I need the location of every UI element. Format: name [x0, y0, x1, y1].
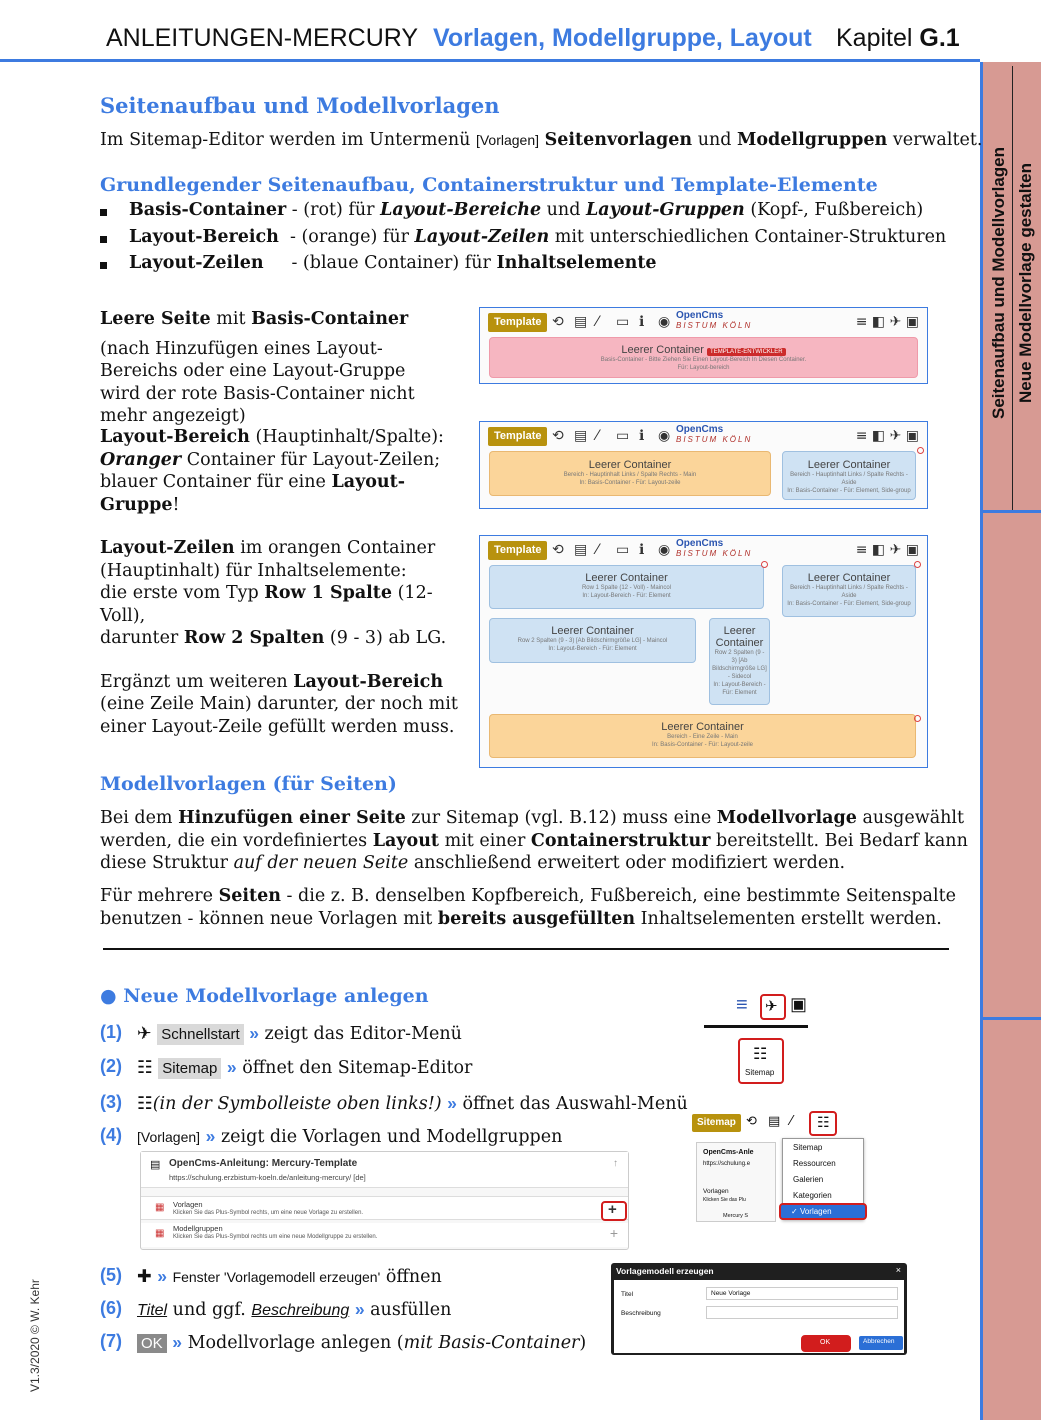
folder-icon: ▤ [150, 1159, 161, 1171]
up-arrow-icon[interactable]: ↑ [613, 1158, 618, 1169]
step-7: OK » Modellvorlage anlegen (mit Basis-Container) [137, 1331, 586, 1355]
folder-icon: ▭ [616, 542, 630, 558]
marker-icon [914, 561, 921, 568]
bistum-logo: OpenCms BISTUM KÖLN [676, 424, 753, 444]
block-layout-area: Layout-Bereich (Hauptinhalt/Spalte): Oranger Container für Layout-Zeilen; blauer Container für eine Layout-Gruppe! [100, 427, 444, 515]
template-button[interactable]: Template [488, 541, 547, 560]
chapter-sidebar [980, 62, 1041, 1420]
step-number: (1) [100, 1022, 122, 1042]
step-number: (6) [100, 1298, 122, 1318]
wand-icon: ⁄ [596, 314, 599, 330]
screenshot-layout-rows [479, 535, 928, 768]
title-field[interactable]: Neue Vorlage [706, 1287, 898, 1300]
sitemap-button[interactable]: Sitemap [158, 1058, 221, 1079]
add-vorlage-icon[interactable]: + [608, 1201, 617, 1218]
bistum-logo: OpenCms BISTUM KÖLN [676, 310, 753, 330]
step-number: (4) [100, 1125, 122, 1145]
dialog-ok-button[interactable]: OK [820, 1339, 831, 1346]
basis-container: Leerer Container TEMPLATE-ENTWICKLER Basis-Container - Bitte Ziehen Sie Einen Layout-Bereich In Diesen Container. Für: Layout-bereich [489, 337, 918, 378]
select-frame-icon[interactable]: ▣ [790, 994, 808, 1014]
version-note: V1.3/2020 © W. Kehr [28, 1279, 42, 1392]
section-heading: Seitenaufbau und Modellvorlagen [100, 93, 500, 118]
paragraph-pages: Für mehrere Seiten - die z. B. denselben Kopfbereich, Fußbereich, eine bestimmte Seitenspalte benutzen - können neue Vorlagen mit bereits ausgefüllten Inhaltselementen erstellt werden. [100, 886, 956, 929]
menu-item[interactable]: Kategorien [793, 1191, 832, 1200]
history-icon: ⟲ [552, 314, 564, 330]
description-field[interactable] [706, 1306, 898, 1319]
plus-icon: ✚ [137, 1267, 152, 1287]
step-number: (7) [100, 1331, 122, 1351]
divider [103, 948, 949, 950]
step-number: (5) [100, 1265, 122, 1285]
history-icon: ⟲ [552, 542, 564, 558]
sitemap-menu-screenshot: Sitemap ⟲ ▤ ⁄ ☷ OpenCms-Anle https://schulung.e Vorlagen Klicken Sie das Plu Mercury S Sitemap Ressourcen Galerien Kategorien ✓ Vorlagen [692, 1110, 870, 1225]
sitemap-icon: ☷ [137, 1058, 153, 1078]
wand-icon: ⁄ [790, 1114, 793, 1129]
add-modellgruppe-icon[interactable]: + [609, 1225, 618, 1241]
rocket-icon[interactable]: ✈ [765, 998, 778, 1015]
header-topic: Vorlagen, Modellgruppe, Layout [433, 24, 812, 52]
wand-icon: ⁄ [596, 428, 599, 444]
step-number: (2) [100, 1056, 122, 1076]
vorlagen-row: ▦ Vorlagen Klicken Sie das Plus-Symbol rechts, um eine neue Vorlage zu erstellen. [141, 1196, 628, 1220]
screenshot-layout-area [479, 421, 928, 509]
selection-menu [782, 1138, 864, 1220]
sitemap-icon: ☷ [137, 1094, 153, 1114]
clipboard-icon: ▤ [574, 542, 588, 558]
toolbar-right-icons: ≡ ◧ ✈ ▣ [855, 428, 919, 444]
dialog-cancel-button[interactable]: Abbrechen [863, 1338, 895, 1345]
sidebar-divider [1012, 66, 1013, 511]
intro-paragraph: Im Sitemap-Editor werden im Untermenü [Vorlagen] Seitenvorlagen und Modellgruppen verwaltet. [100, 130, 983, 150]
menu-item[interactable]: Ressourcen [793, 1159, 836, 1168]
folder-icon: ▭ [616, 314, 630, 330]
aside-container: Leerer Container Bereich - Hauptinhalt Links / Spalte Rechts - Aside In: Basis-Container - Für: Element, Side-group [782, 565, 916, 617]
clipboard-icon: ▤ [574, 314, 588, 330]
sidebar-label-section: Seitenaufbau und Modellvorlagen [989, 146, 1008, 419]
clipboard-icon: ▤ [768, 1114, 781, 1129]
marker-icon [917, 447, 924, 454]
template-button[interactable]: Template [488, 427, 547, 446]
info-icon: ℹ [639, 428, 645, 444]
menu-item-vorlagen[interactable]: ✓ Vorlagen [791, 1207, 832, 1216]
rocket-icon: ✈ [137, 1024, 152, 1044]
screenshot-empty-page [479, 307, 928, 384]
step-2: ☷ Sitemap » öffnet den Sitemap-Editor [137, 1057, 473, 1078]
step-number: (3) [100, 1092, 122, 1112]
target-icon: ◉ [658, 314, 671, 330]
quickstart-screenshot: ≡ ✈ ▣ ☷ Sitemap [704, 994, 810, 1086]
menu-item[interactable]: Sitemap [793, 1143, 823, 1152]
template-icon: ▦ [155, 1228, 165, 1239]
history-icon: ⟲ [746, 1114, 757, 1129]
template-button[interactable]: Template [488, 313, 547, 332]
step-1: ✈ Schnellstart » zeigt das Editor-Menü [137, 1023, 462, 1044]
editor-toolbar [488, 310, 919, 335]
folder-icon: ▭ [616, 428, 630, 444]
marker-icon [914, 715, 921, 722]
block-layout-rows: Layout-Zeilen im orangen Container (Hauptinhalt) für Inhaltselemente: die erste vom Typ Row 1 Spalte (12- Voll), darunter Row 2 Spalten (9 - 3) ab LG. Ergänzt um weiteren Layout-Bereich (eine Zeile Main) darunter, der noch mit einer Layout-Zeile gefüllt werden muss. [100, 538, 458, 737]
clipboard-icon: ▤ [574, 428, 588, 444]
sidebar-separator [983, 1017, 1041, 1020]
marker-icon [761, 561, 768, 568]
subsection-heading: Modellvorlagen (für Seiten) [100, 773, 397, 795]
create-template-dialog: Vorlagemodell erzeugen × Titel Neue Vorlage Beschreibung OK Abbrechen [611, 1263, 907, 1355]
header-title: ANLEITUNGEN-MERCURY [106, 24, 419, 52]
page-header [0, 0, 980, 62]
row2-maincol-container: Leerer Container Row 2 Spalten (9 - 3) [Ab Bildschirmgröße LG] - Maincol In: Layout-Bereich - Für: Element [489, 618, 696, 663]
subsection-heading: Grundlegender Seitenaufbau, Containerstruktur und Template-Elemente [100, 174, 878, 196]
header-chapter: Kapitel G.1 [836, 24, 960, 52]
step-4: [Vorlagen] » zeigt die Vorlagen und Modellgruppen [137, 1126, 563, 1147]
paragraph-model: Bei dem Hinzufügen einer Seite zur Sitemap (vgl. B.12) muss eine Modellvorlage ausgewählt werden, die ein vordefiniertes Layout mit einer Containerstruktur bereitstellt. Bei Bedarf kann diese Struktur auf der neuen Seite anschließend erweitert oder modifiziert werden. [100, 808, 968, 873]
main-row-container: Leerer Container Bereich - Eine Zeile - Main In: Basis-Container - Für: Layout-zeile [489, 714, 916, 758]
menu-icon[interactable]: ≡ [736, 994, 748, 1016]
blue-container: Leerer Container Bereich - Hauptinhalt Links / Spalte Rechts - Aside In: Basis-Container - Für: Element, Side-group [782, 451, 916, 500]
history-icon: ⟲ [552, 428, 564, 444]
sitemap-toolbar-button[interactable]: Sitemap [692, 1114, 741, 1132]
sidebar-separator [983, 510, 1041, 513]
sitemap-icon[interactable]: ☷ [817, 1114, 830, 1130]
step-6: Titel und ggf. Beschreibung » ausfüllen [137, 1299, 452, 1320]
schnellstart-button[interactable]: Schnellstart [157, 1024, 243, 1045]
menu-item[interactable]: Galerien [793, 1175, 824, 1184]
modellgruppen-row: ▦ Modellgruppen Klicken Sie das Plus-Symbol rechts um eine neue Modellgruppe zu erstellen. + [141, 1223, 628, 1247]
bistum-logo: OpenCms BISTUM KÖLN [676, 538, 753, 558]
vorlagen-list-screenshot: ▤ OpenCms-Anleitung: Mercury-Template https://schulung.erzbistum-koeln.de/anleitung-mercury/ [de] ↑ ▦ Vorlagen Klicken Sie das Plus-Symbol rechts, um eine neue Vorlage zu erstellen. ▦ Modellgruppen Klicken Sie das Plus-Symbol rechts um eine neue Modellgruppe zu erstellen. + + [140, 1151, 629, 1250]
step-3: ☷(in der Symbolleiste oben links!) » öffnet das Auswahl-Menü [137, 1093, 688, 1114]
step-5: ✚ » Fenster 'Vorlagemodell erzeugen' öffnen [137, 1266, 442, 1287]
block-empty-page: Leere Seite mit Basis-Container (nach Hinzufügen eines Layout-Bereichs oder eine Layout-Gruppe wird der rote Basis-Container nicht mehr angezeigt) [100, 309, 415, 426]
info-icon: ℹ [639, 542, 645, 558]
row2-sidecol-container: Leerer Container Row 2 Spalten (9 - 3) [Ab Bildschirmgröße LG] - Sidecol In: Layout-Bereich - Für: Element [709, 618, 770, 705]
orange-container: Leerer Container Bereich - Hauptinhalt Links / Spalte Rechts - Main In: Basis-Container - Für: Layout-zeile [489, 451, 771, 496]
sidebar-label-topic: Neue Modellvorlage gestalten [1016, 163, 1035, 403]
subsection-heading: ● Neue Modellvorlage anlegen [100, 985, 429, 1007]
toolbar-right-icons: ≡ ◧ ✈ ▣ [855, 314, 919, 330]
sitemap-icon[interactable]: ☷ [753, 1046, 768, 1063]
ok-button[interactable]: OK [137, 1334, 167, 1353]
info-icon: ℹ [639, 314, 645, 330]
row1-container: Leerer Container Row 1 Spalte (12 - Voll) - Maincol In: Layout-Bereich - Für: Element [489, 565, 764, 609]
close-icon[interactable]: × [895, 1265, 901, 1275]
template-icon: ▦ [155, 1202, 165, 1213]
target-icon: ◉ [658, 542, 671, 558]
target-icon: ◉ [658, 428, 671, 444]
wand-icon: ⁄ [596, 542, 599, 558]
toolbar-right-icons: ≡ ◧ ✈ ▣ [855, 542, 919, 558]
